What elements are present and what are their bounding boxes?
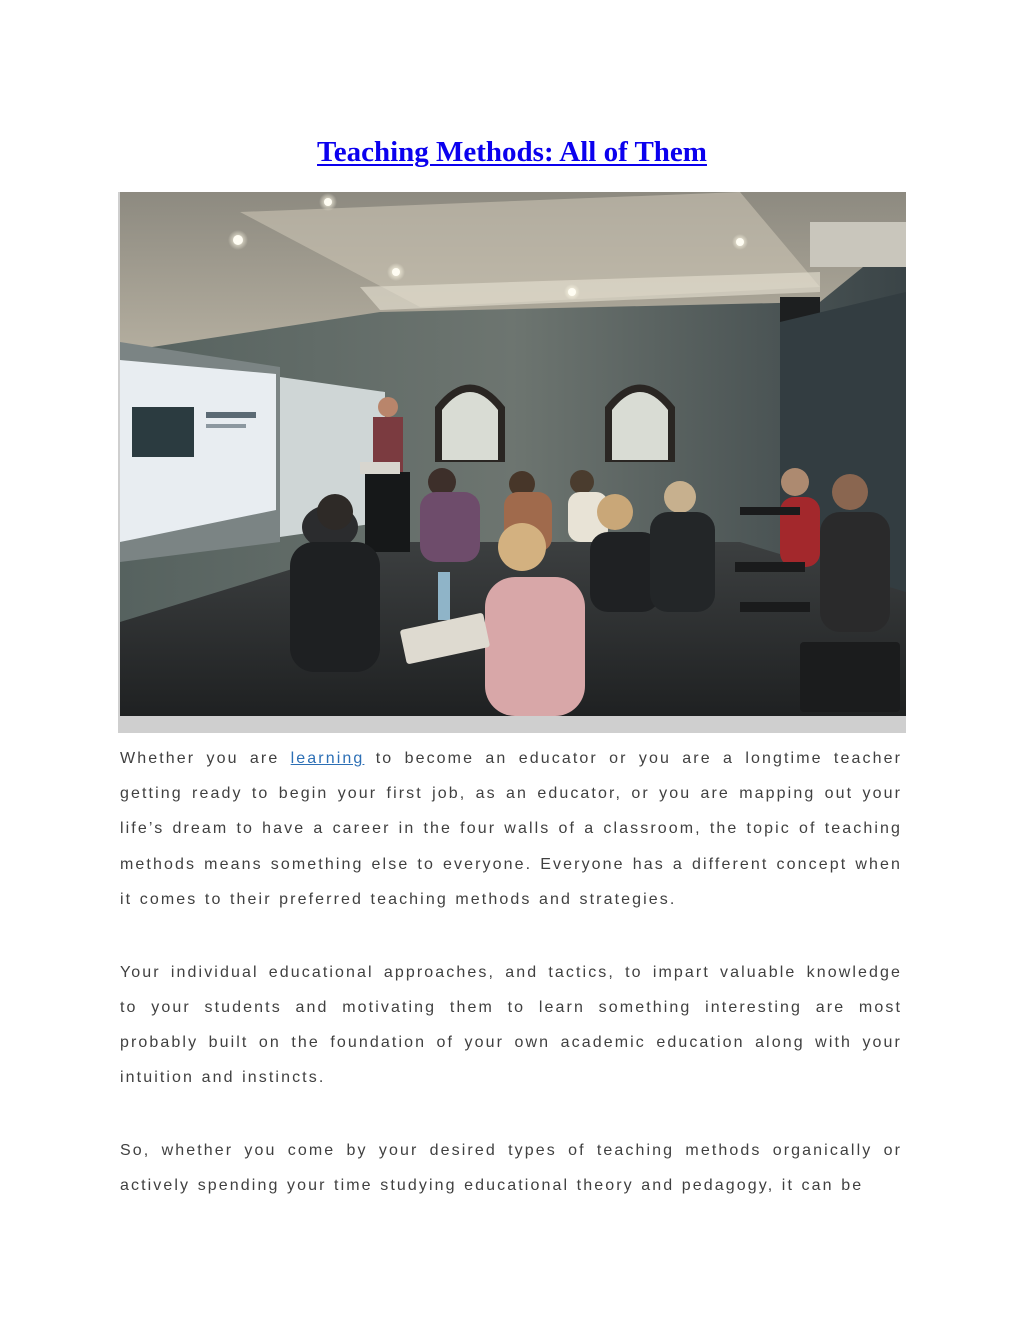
article-body: [120, 741, 902, 1203]
page-title-link[interactable]: Teaching Methods: All of Them: [317, 136, 707, 168]
hero-image: [118, 192, 906, 733]
classroom-photo-icon: [120, 192, 906, 716]
paragraph-methods: So, whether you come by your desired types of teaching methods organically or actively spending your time studying educational theory and pedagogy, it can be: [120, 1142, 902, 1195]
learning-link[interactable]: learning: [290, 750, 365, 767]
title-container: [0, 136, 1024, 169]
paragraph-approaches: Your individual educational approaches, and tactics, to impart valuable knowledge to your students and motivating them to learn something interesting are most probably built on the foundation of your own academic education along with your intuition and instincts.: [120, 963, 902, 1087]
intro-text-after-link: to become an educator or you are a longtime teacher getting ready to begin your first job, as an educator, or you are mapping out your life’s dream to have a career in the four walls of a classroom, the topic of teaching methods means something else to everyone. Everyone has a different concept when it comes to their preferred teaching methods and strategies.: [120, 750, 903, 908]
paragraph-intro: [120, 741, 902, 917]
intro-text-before-link: Whether you are: [120, 750, 291, 767]
